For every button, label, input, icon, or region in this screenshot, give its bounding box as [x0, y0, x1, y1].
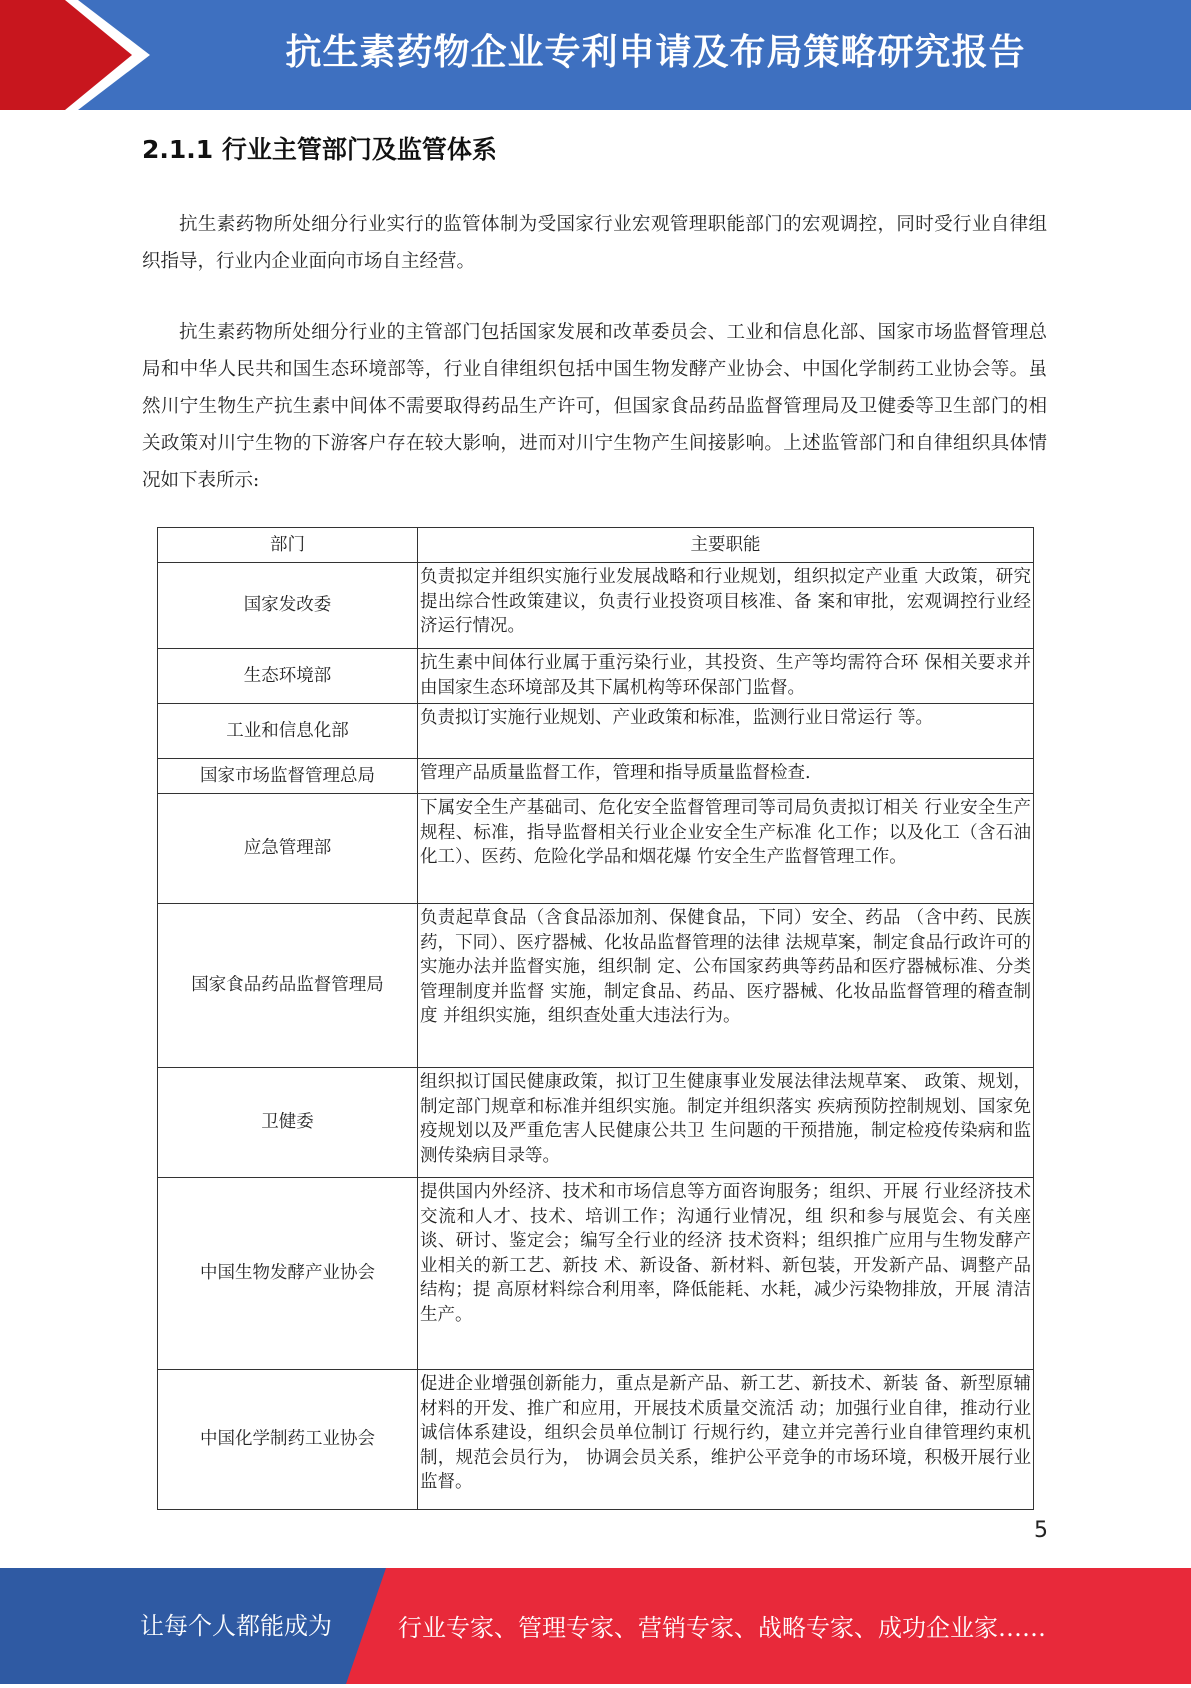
dept-cell: 国家发改委	[158, 563, 418, 649]
dept-cell: 生态环境部	[158, 649, 418, 704]
section-heading: 2.1.1 行业主管部门及监管体系	[142, 135, 497, 164]
report-title: 抗生素药物企业专利申请及布局策略研究报告	[285, 32, 1026, 73]
dept-cell: 工业和信息化部	[158, 704, 418, 759]
duty-cell: 提供国内外经济、技术和市场信息等方面咨询服务；组织、开展 行业经济技术交流和人才、技术、培训工作；沟通行业情况，组 织和参与展览会、有关座谈、研讨、鉴定会；编写全行业的经济 技术资料；组织推广应用与生物发酵产业相关的新工艺、新技 术、新设备、新材料、新包装，开发新产品、调整产品结构；提 高原材料综合利用率，降低能耗、水耗，减少污染物排放，开展 清洁生产。	[418, 1178, 1034, 1370]
table-row	[158, 1068, 1034, 1178]
dept-cell: 中国化学制药工业协会	[158, 1370, 418, 1510]
dept-cell: 中国生物发酵产业协会	[158, 1178, 418, 1370]
duty-cell: 负责拟定并组织实施行业发展战略和行业规划，组织拟定产业重 大政策，研究提出综合性政策建议，负责行业投资项目核准、备 案和审批，宏观调控行业经济运行情况。	[418, 563, 1034, 649]
dept-cell: 国家食品药品监督管理局	[158, 904, 418, 1068]
column-header-duty: 主要职能	[418, 528, 1034, 563]
paragraph-1: 抗生素药物所处细分行业实行的监管体制为受国家行业宏观管理职能部门的宏观调控，同时受行业自律组织指导，行业内企业面向市场自主经营。	[142, 214, 1047, 272]
duty-cell: 抗生素中间体行业属于重污染行业，其投资、生产等均需符合环 保相关要求并由国家生态环境部及其下属机构等环保部门监督。	[418, 649, 1034, 704]
duty-cell: 下属安全生产基础司、危化安全监督管理司等司局负责拟订相关 行业安全生产规程、标准，指导监督相关行业企业安全生产标准 化工作；以及化工（含石油化工）、医药、危险化学品和烟花爆 竹安全生产监督管理工作。	[418, 794, 1034, 904]
table-row	[158, 904, 1034, 1068]
dept-cell: 卫健委	[158, 1068, 418, 1178]
regulators-table	[157, 527, 1034, 1510]
table-row	[158, 794, 1034, 904]
report-footer	[0, 1568, 1191, 1684]
table-row	[158, 1370, 1034, 1510]
page-number: 5	[1034, 1518, 1048, 1543]
duty-cell: 促进企业增强创新能力，重点是新产品、新工艺、新技术、新装 备、新型原辅材料的开发、推广和应用，开展技术质量交流活 动；加强行业自律，推动行业诚信体系建设，组织会员单位制订 行规行约，建立并完善行业自律管理约束机制，规范会员行为， 协调会员关系，维护公平竞争的市场环境，积极开展行业监督。	[418, 1370, 1034, 1510]
duty-cell: 管理产品质量监督工作，管理和指导质量监督检查.	[418, 759, 1034, 794]
table-row	[158, 704, 1034, 759]
paragraph-2: 抗生素药物所处细分行业的主管部门包括国家发展和改革委员会、工业和信息化部、国家市场监督管理总局和中华人民共和国生态环境部等，行业自律组织包括中国生物发酵产业协会、中国化学制药工业协会等。虽然川宁生物生产抗生素中间体不需要取得药品生产许可，但国家食品药品监督管理局及卫健委等卫生部门的相关政策对川宁生物的下游客户存在较大影响，进而对川宁生物产生间接影响。上述监管部门和自律组织具体情况如下表所示:	[142, 322, 1047, 491]
dept-cell: 国家市场监督管理总局	[158, 759, 418, 794]
footer-slogan-right: 行业专家、管理专家、营销专家、战略专家、成功企业家……	[398, 1614, 1046, 1642]
duty-cell: 组织拟订国民健康政策，拟订卫生健康事业发展法律法规草案、 政策、规划，制定部门规章和标准并组织实施。制定并组织落实 疾病预防控制规划、国家免疫规划以及严重危害人民健康公共卫 生问题的干预措施，制定检疫传染病和监测传染病目录等。	[418, 1068, 1034, 1178]
column-header-dept: 部门	[158, 528, 418, 563]
dept-cell: 应急管理部	[158, 794, 418, 904]
duty-cell: 负责拟订实施行业规划、产业政策和标准，监测行业日常运行 等。	[418, 704, 1034, 759]
table-row	[158, 649, 1034, 704]
duty-cell: 负责起草食品（含食品添加剂、保健食品，下同）安全、药品 （含中药、民族药，下同）、医疗器械、化妆品监督管理的法律 法规草案，制定食品行政许可的实施办法并监督实施，组织制 定、公布国家药典等药品和医疗器械标准、分类管理制度并监督 实施，制定食品、药品、医疗器械、化妆品监督管理的稽查制度 并组织实施，组织查处重大违法行为。	[418, 904, 1034, 1068]
table-header-row	[158, 528, 1034, 563]
footer-slogan-left: 让每个人都能成为	[140, 1612, 332, 1640]
table-row	[158, 1178, 1034, 1370]
report-header	[0, 0, 1191, 110]
table-row	[158, 563, 1034, 649]
table-row	[158, 759, 1034, 794]
